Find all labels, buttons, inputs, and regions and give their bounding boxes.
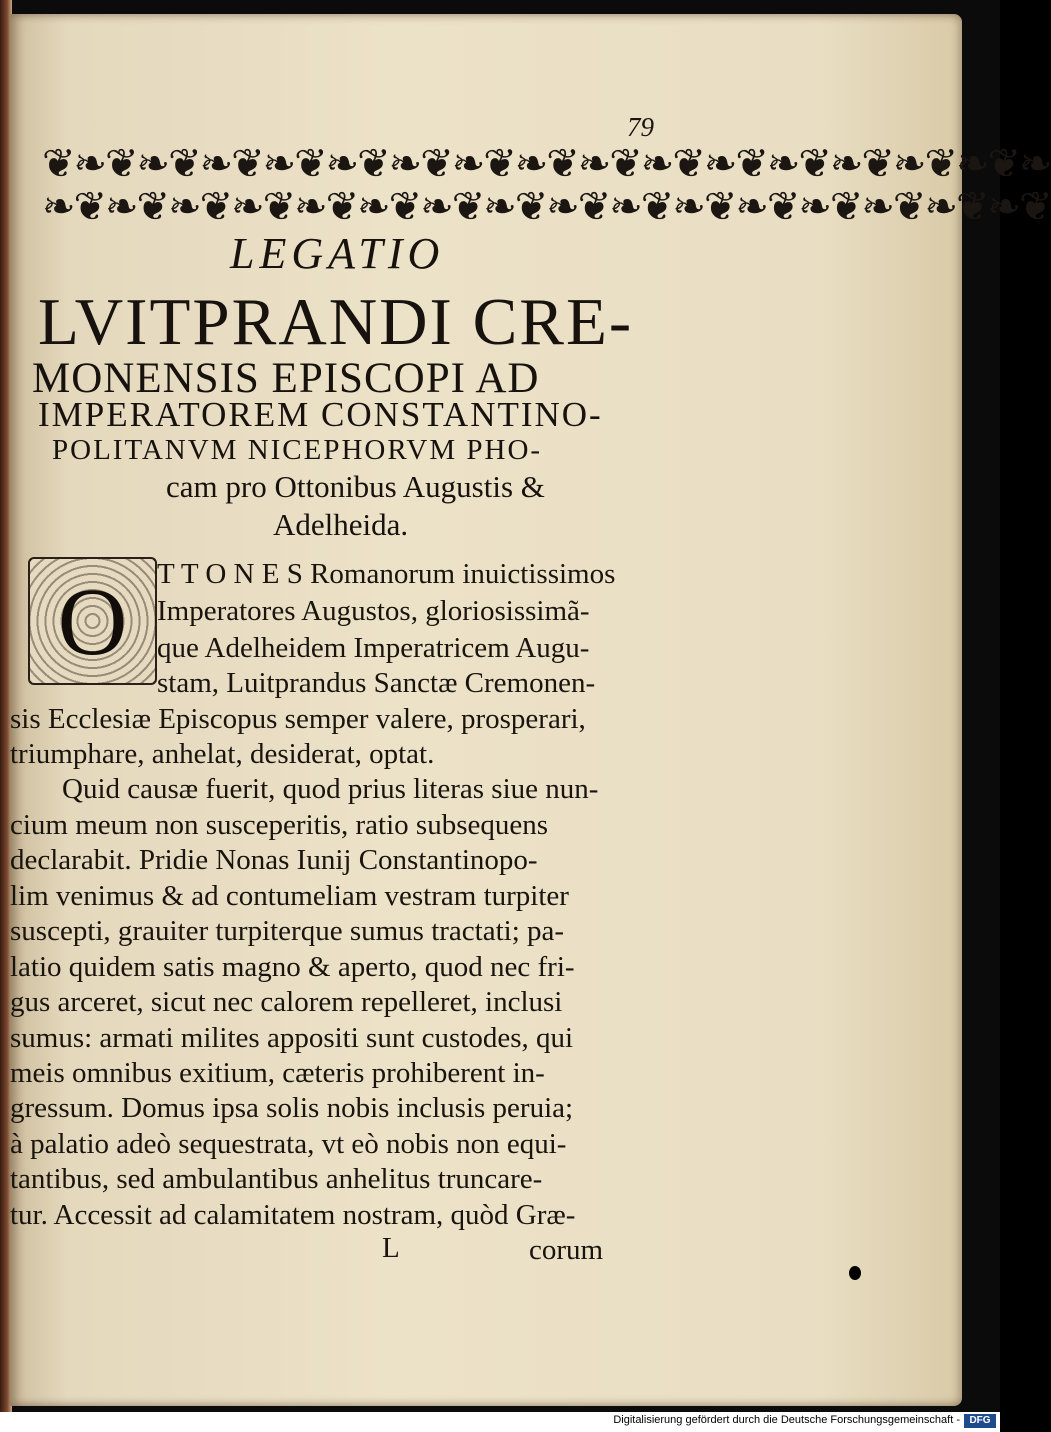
body-line: tur. Accessit ad calamitatem nostram, quòd Græ- [10, 1199, 576, 1231]
catchword: corum [529, 1234, 604, 1266]
title-line-4: IMPERATOREM CONSTANTINO- [38, 395, 603, 434]
body-line: sis Ecclesiæ Episcopus semper valere, prosperari, [10, 703, 586, 735]
body-line: tantibus, sed ambulantibus anhelitus truncare- [10, 1163, 543, 1195]
ink-dot [849, 1266, 861, 1280]
title-line-6: cam pro Ottonibus Augustis & [166, 469, 545, 504]
body-line: Imperatores Augustos, gloriosissimã- [157, 595, 590, 627]
body-line: lim venimus & ad contumeliam vestram turpiter [10, 880, 569, 912]
title-line-3: MONENSIS EPISCOPI AD [32, 355, 540, 402]
decorated-initial [28, 557, 157, 685]
title-line-2: LVITPRANDI CRE- [38, 285, 634, 359]
title-legatio: LEGATIO [230, 229, 445, 278]
title-line-7: Adelheida. [273, 507, 409, 542]
body-line: Quid causæ fuerit, quod prius literas siue nun- [62, 773, 599, 805]
dfg-logo-icon: DFG [964, 1414, 996, 1428]
funding-note: Digitalisierung gefördert durch die Deutsche Forschungsgemeinschaft - [613, 1414, 960, 1426]
body-line: latio quidem satis magno & aperto, quod nec fri- [10, 951, 575, 983]
title-line-5: POLITANVM NICEPHORVM PHO- [52, 434, 543, 466]
body-line: triumphare, anhelat, desiderat, optat. [10, 738, 435, 770]
body-line: T T O N E S Romanorum inuictissimos [157, 558, 616, 590]
decorative-headpiece: ❦❧❦❧❦❧❦❧❦❧❦❧❦❧❦❧❦❧❦❧❦❧❦❧❦❧❦❧❦❧❦❧ ❧❦❧❦❧❦❧❦❧❦❧❦❧❦❧❦❧❦❧❦❧❦❧❦❧❦❧❦❧❦❧❦ [42, 141, 1051, 229]
body-line: que Adelheidem Imperatricem Augu- [157, 632, 590, 664]
body-line: gus arceret, sicut nec calorem repelleret, inclusi [10, 986, 563, 1018]
body-line: à palatio adeò sequestrata, vt eò nobis non equi- [10, 1128, 567, 1160]
book-page [10, 14, 1051, 1406]
signature-mark: L [382, 1232, 400, 1264]
body-line: gressum. Domus ipsa solis nobis inclusis peruia; [10, 1092, 574, 1124]
body-line: stam, Luitprandus Sanctæ Cremonen- [157, 667, 596, 699]
body-line: suscepti, grauiter turpiterque sumus tractati; pa- [10, 915, 565, 947]
body-line: declarabit. Pridie Nonas Iunij Constantinopo- [10, 844, 538, 876]
body-line: meis omnibus exitium, cæteris prohiberent in- [10, 1057, 545, 1089]
body-line: cium meum non susceperitis, ratio subsequens [10, 809, 549, 841]
page-number: 79 [627, 112, 654, 142]
initial-letter: O [30, 559, 155, 683]
body-line: sumus: armati milites appositi sunt custodes, qui [10, 1022, 574, 1054]
